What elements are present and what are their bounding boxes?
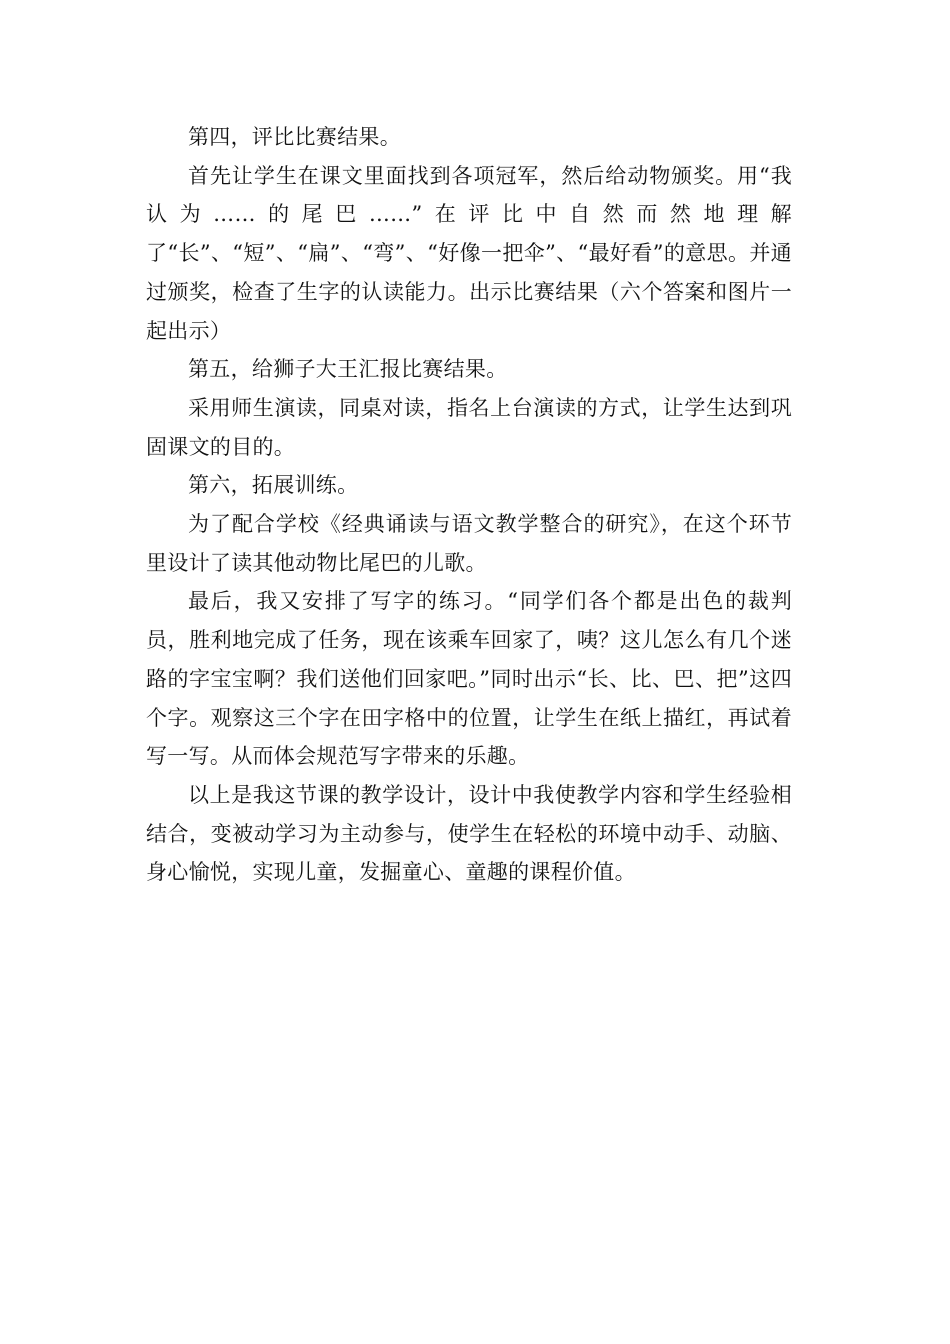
- paragraph-step-four-body: 首先让学生在课文里面找到各项冠军，然后给动物颁奖。用“我认为……的尾巴……”在评比中自然而然地理解了“长”、“短”、“扁”、“弯”、“好像一把伞”、“最好看”的意思。并通过颁奖，检查了生字的认读能力。出示比赛结果（六个答案和图片一起出示）: [146, 163, 792, 343]
- paragraph-step-six-heading: 第六，拓展训练。: [188, 473, 359, 498]
- document-page: [146, 118, 792, 892]
- paragraph-step-five-heading: 第五，给狮子大王汇报比赛结果。: [188, 357, 508, 382]
- paragraph-conclusion: 以上是我这节课的教学设计，设计中我使教学内容和学生经验相结合，变被动学习为主动参与，使学生在轻松的环境中动手、动脑、身心愉悦，实现儿童，发掘童心、童趣的课程价值。: [146, 782, 792, 885]
- paragraph-step-five-body: 采用师生演读，同桌对读，指名上台演读的方式，让学生达到巩固课文的目的。: [146, 395, 792, 459]
- paragraph-step-six-body: 为了配合学校《经典诵读与语文教学整合的研究》，在这个环节里设计了读其他动物比尾巴的儿歌。: [146, 512, 792, 575]
- paragraph-writing-practice: 最后，我又安排了写字的练习。“同学们各个都是出色的裁判员，胜利地完成了任务，现在该乘车回家了，咦？这儿怎么有几个迷路的字宝宝啊？我们送他们回家吧。”同时出示“长、比、巴、把”这四个字。观察这三个字在田字格中的位置，让学生在纸上描红，再试着写一写。从而体会规范写字带来的乐趣。: [146, 589, 792, 769]
- paragraph-step-four-heading: 第四，评比比赛结果。: [188, 125, 401, 149]
